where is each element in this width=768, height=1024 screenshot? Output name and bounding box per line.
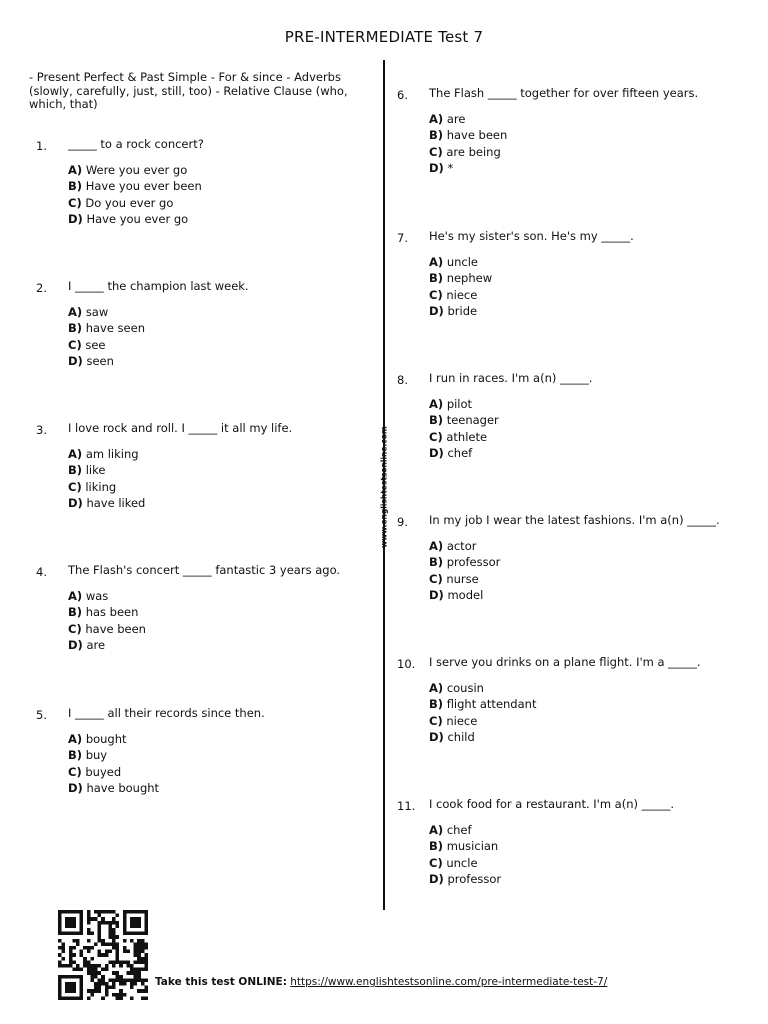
- option-letter: B): [429, 128, 444, 143]
- answer-options: [68, 446, 145, 512]
- option-letter: C): [429, 855, 443, 870]
- option-letter: C): [68, 621, 82, 636]
- answer-option[interactable]: [429, 729, 536, 745]
- question-text: I _____ all their records since then.: [68, 706, 265, 720]
- question-text: I run in races. I'm a(n) _____.: [429, 371, 593, 385]
- option-letter: A): [68, 589, 83, 603]
- option-letter: D): [429, 161, 444, 176]
- option-letter: A): [429, 539, 444, 553]
- option-text: seen: [86, 354, 114, 369]
- question-number: 9.: [397, 515, 408, 529]
- option-letter: D): [68, 781, 83, 796]
- option-letter: B): [429, 839, 444, 854]
- answer-option[interactable]: [429, 855, 501, 871]
- option-letter: A): [429, 112, 444, 126]
- question-text: _____ to a rock concert?: [68, 137, 204, 151]
- option-text: chef: [447, 446, 473, 461]
- answer-option[interactable]: [429, 538, 500, 554]
- option-text: cousin: [446, 681, 484, 695]
- answer-option[interactable]: [429, 429, 499, 445]
- option-text: teenager: [446, 413, 499, 428]
- answer-option[interactable]: [429, 696, 536, 712]
- option-text: like: [85, 463, 106, 478]
- option-text: saw: [85, 305, 109, 319]
- answer-option[interactable]: [68, 162, 202, 178]
- option-text: athlete: [446, 429, 488, 444]
- option-text: uncle: [446, 855, 478, 870]
- answer-option[interactable]: [429, 412, 499, 428]
- answer-options: [68, 588, 146, 654]
- test-online-link[interactable]: https://www.englishtestsonline.com/pre-intermediate-test-7/: [290, 976, 608, 988]
- option-letter: C): [68, 337, 82, 352]
- answer-option[interactable]: [68, 462, 145, 478]
- option-letter: C): [429, 144, 443, 159]
- option-letter: C): [68, 195, 82, 210]
- option-text: buyed: [85, 764, 122, 779]
- answer-option[interactable]: [429, 680, 536, 696]
- answer-option[interactable]: [68, 211, 202, 227]
- question-text: The Flash _____ together for over fifteen years.: [429, 86, 699, 100]
- answer-option[interactable]: [429, 254, 492, 270]
- option-letter: B): [68, 179, 83, 194]
- answer-option[interactable]: [68, 337, 145, 353]
- answer-option[interactable]: [429, 270, 492, 286]
- option-text: am liking: [85, 447, 139, 461]
- question-text: I cook food for a restaurant. I'm a(n) _____.: [429, 797, 675, 811]
- question-number: 4.: [36, 565, 47, 579]
- question-text: In my job I wear the latest fashions. I'm a(n) _____.: [429, 513, 720, 527]
- option-text: model: [447, 588, 484, 603]
- question-number: 11.: [397, 799, 416, 813]
- option-letter: C): [429, 713, 443, 728]
- option-text: musician: [446, 839, 499, 854]
- option-text: was: [85, 589, 109, 603]
- option-text: uncle: [446, 255, 478, 269]
- footer: [155, 976, 607, 988]
- option-letter: A): [429, 823, 444, 837]
- page-title: PRE-INTERMEDIATE Test 7: [284, 28, 484, 46]
- option-letter: A): [68, 732, 83, 746]
- topics-description: - Present Perfect & Past Simple - For & since - Adverbs (slowly, carefully, just, still, too) - Relative Clause (who, which, that): [29, 70, 348, 111]
- answer-option[interactable]: [429, 713, 536, 729]
- answer-option[interactable]: [429, 871, 501, 887]
- answer-options: [429, 680, 536, 746]
- option-text: nephew: [446, 271, 493, 286]
- option-text: are: [446, 112, 466, 126]
- option-letter: A): [68, 447, 83, 461]
- question-number: 6.: [397, 88, 408, 102]
- option-text: bought: [85, 732, 127, 746]
- vertical-site-url: www.englishtestsonline.com: [379, 426, 389, 548]
- answer-options: [429, 822, 501, 888]
- option-text: Were you ever go: [85, 163, 188, 177]
- option-text: have been: [85, 621, 146, 636]
- answer-options: [68, 731, 159, 797]
- answer-option[interactable]: [429, 587, 500, 603]
- question-text: He's my sister's son. He's my _____.: [429, 229, 634, 243]
- option-letter: B): [68, 605, 83, 620]
- answer-option[interactable]: [68, 304, 145, 320]
- question-number: 3.: [36, 423, 47, 437]
- option-text: child: [447, 730, 475, 745]
- option-letter: A): [429, 681, 444, 695]
- question-number: 8.: [397, 373, 408, 387]
- option-letter: A): [429, 397, 444, 411]
- answer-options: [68, 162, 202, 228]
- option-letter: C): [429, 287, 443, 302]
- answer-options: [429, 111, 507, 177]
- answer-option[interactable]: [429, 287, 492, 303]
- option-letter: B): [68, 748, 83, 763]
- option-text: have liked: [86, 496, 146, 511]
- option-text: has been: [85, 605, 139, 620]
- option-text: are: [86, 638, 106, 653]
- option-text: niece: [446, 287, 478, 302]
- question-text: I _____ the champion last week.: [68, 279, 249, 293]
- answer-option[interactable]: [429, 822, 501, 838]
- question-text: I serve you drinks on a plane flight. I'm a _____.: [429, 655, 701, 669]
- answer-option[interactable]: [68, 604, 146, 620]
- option-text: Do you ever go: [85, 195, 174, 210]
- option-letter: D): [429, 730, 444, 745]
- answer-options: [429, 254, 492, 320]
- option-letter: B): [68, 463, 83, 478]
- option-text: liking: [85, 479, 117, 494]
- option-letter: B): [68, 321, 83, 336]
- option-letter: B): [429, 413, 444, 428]
- answer-option[interactable]: [429, 554, 500, 570]
- option-letter: C): [429, 429, 443, 444]
- option-letter: D): [68, 212, 83, 227]
- answer-option[interactable]: [68, 731, 159, 747]
- option-text: chef: [446, 823, 472, 837]
- answer-options: [68, 304, 145, 370]
- option-letter: D): [429, 872, 444, 887]
- option-text: pilot: [446, 397, 473, 411]
- footer-label: Take this test ONLINE:: [155, 976, 287, 988]
- answer-option[interactable]: [68, 747, 159, 763]
- option-letter: B): [429, 271, 444, 286]
- option-letter: D): [68, 354, 83, 369]
- option-letter: D): [429, 446, 444, 461]
- option-letter: B): [429, 555, 444, 570]
- answer-option[interactable]: [68, 178, 202, 194]
- option-letter: D): [429, 304, 444, 319]
- answer-option[interactable]: [429, 127, 507, 143]
- answer-option[interactable]: [68, 353, 145, 369]
- option-text: see: [85, 337, 106, 352]
- option-text: bride: [447, 304, 478, 319]
- option-letter: A): [68, 305, 83, 319]
- answer-option[interactable]: [68, 637, 146, 653]
- option-text: buy: [85, 748, 108, 763]
- answer-option[interactable]: [68, 446, 145, 462]
- answer-option[interactable]: [429, 160, 507, 176]
- option-text: niece: [446, 713, 478, 728]
- answer-option[interactable]: [429, 303, 492, 319]
- option-letter: D): [68, 638, 83, 653]
- question-text: The Flash's concert _____ fantastic 3 years ago.: [68, 563, 341, 577]
- option-letter: D): [429, 588, 444, 603]
- option-letter: D): [68, 496, 83, 511]
- option-letter: C): [68, 764, 82, 779]
- question-text: I love rock and roll. I _____ it all my life.: [68, 421, 293, 435]
- option-text: professor: [446, 555, 501, 570]
- option-letter: C): [68, 479, 82, 494]
- option-text: flight attendant: [446, 697, 537, 712]
- answer-option[interactable]: [68, 320, 145, 336]
- option-text: *: [447, 161, 454, 176]
- option-text: are being: [446, 144, 501, 159]
- option-letter: C): [429, 571, 443, 586]
- option-text: Have you ever go: [86, 212, 189, 227]
- option-text: Have you ever been: [85, 179, 202, 194]
- question-number: 1.: [36, 139, 47, 153]
- option-text: nurse: [446, 571, 479, 586]
- option-text: professor: [447, 872, 502, 887]
- option-letter: B): [429, 697, 444, 712]
- answer-option[interactable]: [429, 571, 500, 587]
- question-number: 5.: [36, 708, 47, 722]
- answer-option[interactable]: [68, 588, 146, 604]
- answer-option[interactable]: [429, 111, 507, 127]
- answer-option[interactable]: [68, 764, 159, 780]
- option-letter: A): [429, 255, 444, 269]
- answer-option[interactable]: [429, 445, 499, 461]
- question-number: 7.: [397, 231, 408, 245]
- answer-option[interactable]: [429, 396, 499, 412]
- answer-option[interactable]: [429, 144, 507, 160]
- question-number: 2.: [36, 281, 47, 295]
- option-text: actor: [446, 539, 477, 553]
- answer-option[interactable]: [429, 838, 501, 854]
- option-text: have seen: [85, 321, 145, 336]
- answer-options: [429, 538, 500, 604]
- answer-option[interactable]: [68, 495, 145, 511]
- qr-code-icon[interactable]: [58, 910, 148, 1000]
- answer-options: [429, 396, 499, 462]
- answer-option[interactable]: [68, 621, 146, 637]
- option-text: have bought: [86, 781, 160, 796]
- question-number: 10.: [397, 657, 416, 671]
- answer-option[interactable]: [68, 195, 202, 211]
- answer-option[interactable]: [68, 780, 159, 796]
- option-letter: A): [68, 163, 83, 177]
- option-text: have been: [446, 128, 508, 143]
- answer-option[interactable]: [68, 479, 145, 495]
